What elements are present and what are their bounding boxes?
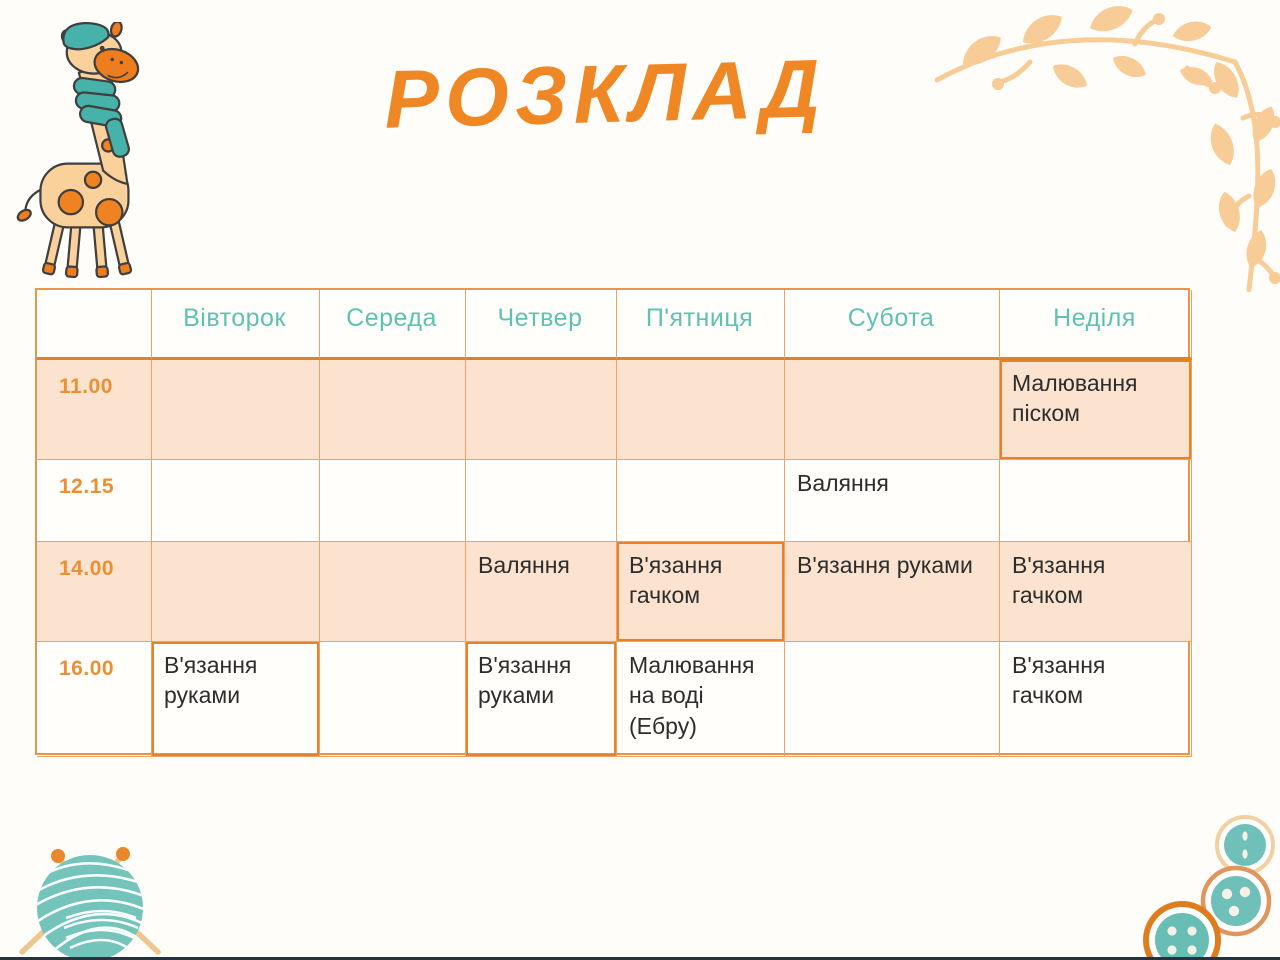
cell-1600-sunday-crochet: В'язання гачком (1000, 642, 1192, 757)
button-two-holes (1217, 817, 1273, 873)
schedule-cell (466, 460, 617, 542)
schedule-cell (152, 460, 320, 542)
schedule-cell (785, 642, 1000, 757)
day-header-tuesday: Вівторок (152, 290, 320, 360)
day-header-saturday: Субота (785, 290, 1000, 360)
time-label-1100: 11.00 (37, 360, 152, 460)
cell-1400-sunday-crochet: В'язання гачком (1000, 542, 1192, 642)
cell-1215-saturday-felting: Валяння (785, 460, 1000, 542)
schedule-cell (785, 360, 1000, 460)
schedule-cell (320, 360, 466, 460)
cell-1400-saturday-hand-knitting: В'язання руками (785, 542, 1000, 642)
corner-cell (37, 290, 152, 360)
cell-1100-sunday-sand-drawing: Малювання піском (1000, 360, 1192, 460)
time-label-1600: 16.00 (37, 642, 152, 757)
time-label-1215: 12.15 (37, 460, 152, 542)
schedule-cell (152, 360, 320, 460)
cell-1600-friday-ebru: Малювання на воді (Ебру) (617, 642, 785, 757)
page-title: РОЗКЛАД (383, 43, 827, 146)
cell-1400-thursday-felting: Валяння (466, 542, 617, 642)
day-header-friday: П'ятниця (617, 290, 785, 360)
yarn-ball-knitting-needles-illustration (6, 838, 176, 960)
day-header-sunday: Неділя (1000, 290, 1192, 360)
schedule-cell (320, 642, 466, 757)
schedule-cell (320, 460, 466, 542)
giraffe-illustration (12, 22, 164, 280)
schedule-table (35, 288, 1190, 755)
buttons-illustration (1140, 788, 1280, 960)
schedule-cell (617, 360, 785, 460)
cell-1400-friday-crochet: В'язання гачком (617, 542, 785, 642)
cell-1600-tuesday-hand-knitting: В'язання руками (152, 642, 320, 757)
schedule-cell (152, 542, 320, 642)
schedule-cell (320, 542, 466, 642)
day-header-thursday: Четвер (466, 290, 617, 360)
leaf-branch-decoration (935, 0, 1280, 292)
cell-1600-thursday-hand-knitting: В'язання руками (466, 642, 617, 757)
time-label-1400: 14.00 (37, 542, 152, 642)
schedule-cell (617, 460, 785, 542)
schedule-cell (1000, 460, 1192, 542)
day-header-wednesday: Середа (320, 290, 466, 360)
button-four-holes (1146, 904, 1218, 960)
schedule-cell (466, 360, 617, 460)
